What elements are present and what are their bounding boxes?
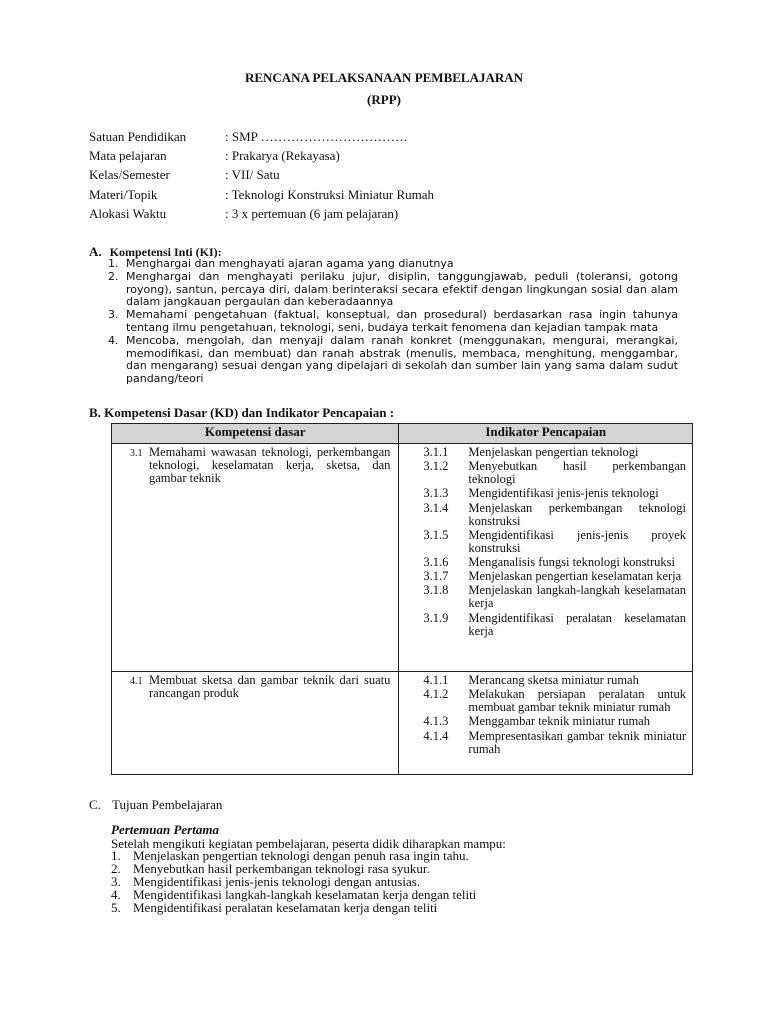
identity-label: Satuan Pendidikan: [89, 129, 187, 144]
section-b-heading: B. Kompetensi Dasar (KD) dan Indikator Pencapaian :: [89, 405, 395, 420]
indicator-number: 3.1.5: [423, 527, 449, 542]
indicator-item: [423, 570, 686, 583]
section-a-letter: A.: [89, 244, 102, 259]
kd-text: Membuat sketsa dan gambar teknik dari suatu rancangan produk: [149, 673, 391, 700]
indicator-cell: [399, 672, 693, 775]
identity-value: : 3 x pertemuan (6 jam pelajaran): [225, 206, 399, 221]
indicator-text: Merancang sketsa miniatur rumah: [468, 673, 639, 687]
indicator-text: Menyebutkan hasil perkembangan teknologi: [468, 459, 686, 487]
list-text: Memahami pengetahuan (faktual, konseptual, dan prosedural) berdasarkan rasa ingin tahunya tentang ilmu pengetahuan, teknologi, seni, budaya terkait fenomena dan kejadian tampak mata: [126, 308, 678, 334]
identity-value: : Teknologi Konstruksi Miniatur Rumah: [225, 187, 435, 202]
objectives-list: [111, 849, 476, 914]
column-header-indicator: Indikator Pencapaian: [399, 424, 693, 444]
list-item: [111, 901, 476, 914]
section-c-title: Tujuan Pembelajaran: [112, 797, 223, 812]
indicator-number: 3.1.4: [423, 500, 449, 515]
indicator-number: 4.1.2: [423, 687, 449, 702]
indicator-number: 3.1.6: [423, 554, 449, 569]
list-number: 1.: [108, 257, 119, 270]
indicator-number: 3.1.2: [423, 459, 449, 474]
indicator-text: Menjelaskan perkembangan teknologi konstruksi: [468, 500, 686, 528]
identity-value: : SMP …………………………….: [225, 129, 407, 144]
list-item: [108, 335, 678, 386]
list-text: Menghargai dan menghayati perilaku jujur, disiplin, tanggungjawab, peduli (toleransi, gotong royong), santun, percaya diri, dalam berinteraksi secara efektif dengan lingkungan sosial dan alam dalam jangkauan pergaulan dan keberadaannya: [126, 269, 678, 309]
list-text: Menjelaskan pengertian teknologi dengan penuh rasa ingin tahu.: [133, 848, 469, 863]
table-header-row: [112, 424, 693, 444]
indicator-text: Menggambar teknik miniatur rumah: [468, 714, 650, 729]
indicator-item: [423, 487, 686, 500]
kd-text: Memahami wawasan teknologi, perkembangan teknologi, keselamatan kerja, sketsa, dan gambar teknik: [149, 445, 391, 485]
indicator-number: 3.1.7: [423, 569, 449, 584]
list-text: Menghargai dan menghayati ajaran agama yang dianutnya: [126, 257, 454, 270]
list-item: [108, 271, 678, 309]
list-number: 2.: [111, 861, 121, 876]
section-a-title: Kompetensi Inti (KI):: [109, 245, 222, 259]
indicator-number: 4.1.1: [423, 673, 449, 687]
list-text: Mencoba, mengolah, dan menyaji dalam ranah konkret (menggunakan, mengurai, merangkai, memodifikasi, dan membuat) dan ranah abstrak (menulis, membaca, menghitung, menggambar, dan mengarang) sesuai dengan yang dipelajari di sekolah dan sumber lain yang sama dalam sudut pandang/teori: [126, 333, 678, 386]
table-row: [112, 672, 693, 775]
indicator-text: Mengidentifikasi jenis-jenis teknologi: [468, 486, 659, 501]
indicator-item: [423, 730, 686, 756]
list-number: 1.: [111, 848, 121, 863]
list-number: 3.: [108, 308, 119, 322]
indicator-item: [423, 674, 686, 687]
indicator-number: 3.1.1: [423, 445, 449, 459]
list-text: Mengidentifikasi jenis-jenis teknologi dengan antusias.: [133, 874, 421, 889]
identity-label: Mata pelajaran: [89, 148, 167, 163]
document-subtitle: (RPP): [367, 92, 401, 107]
identity-label: Alokasi Waktu: [89, 206, 167, 221]
kd-table: [111, 423, 693, 775]
indicator-number: 3.1.3: [423, 486, 449, 501]
indicator-number: 3.1.9: [423, 610, 449, 625]
indicator-item: [423, 446, 686, 459]
indicator-item: [423, 556, 686, 569]
indicator-text: Menjelaskan pengertian keselamatan kerja: [468, 569, 682, 584]
kd-number: 4.1: [130, 676, 143, 687]
indicator-number: 4.1.3: [423, 714, 449, 729]
meeting-title: Pertemuan Pertama: [111, 822, 219, 837]
identity-value: : Prakarya (Rekayasa): [225, 148, 340, 163]
indicator-text: Menjelaskan pengertian teknologi: [468, 445, 639, 459]
indicator-item: [423, 688, 686, 714]
list-number: 2.: [108, 269, 119, 283]
indicator-item: [423, 502, 686, 528]
document-title: RENCANA PELAKSANAAN PEMBELAJARAN: [244, 70, 524, 85]
column-header-kd: Kompetensi dasar: [112, 424, 399, 444]
indicator-item: [423, 584, 686, 610]
list-number: 5.: [111, 900, 121, 915]
objectives-intro: Setelah mengikuti kegiatan pembelajaran, peserta didik diharapkan mampu:: [111, 836, 506, 851]
ki-list: [108, 258, 678, 386]
indicator-text: Menganalisis fungsi teknologi konstruksi: [468, 554, 676, 569]
indicator-item: [423, 460, 686, 486]
indicator-text: Melakukan persiapan peralatan untuk membuat gambar teknik miniatur rumah: [468, 687, 686, 715]
list-text: Mengidentifikasi peralatan keselamatan kerja dengan teliti: [133, 900, 438, 915]
kd-cell: [112, 444, 399, 672]
indicator-text: Mengidentifikasi peralatan keselamatan kerja: [468, 610, 686, 638]
kd-cell: [112, 672, 399, 775]
indicator-item: [423, 529, 686, 555]
section-c-heading: [89, 797, 222, 813]
indicator-text: Menjelaskan langkah-langkah keselamatan kerja: [468, 583, 686, 611]
identity-label: Kelas/Semester: [89, 167, 170, 182]
list-number: 4.: [108, 333, 119, 347]
list-number: 4.: [111, 887, 121, 902]
list-item: [108, 309, 678, 335]
indicator-item: [423, 715, 686, 728]
identity-label: Materi/Topik: [89, 187, 158, 202]
list-text: Mengidentifikasi langkah-langkah keselamatan kerja dengan teliti: [133, 887, 477, 902]
list-text: Menyebutkan hasil perkembangan teknologi rasa syukur.: [133, 861, 430, 876]
list-number: 3.: [111, 874, 121, 889]
indicator-cell: [399, 444, 693, 672]
table-row: [112, 444, 693, 672]
indicator-item: [423, 612, 686, 638]
indicator-text: Mengidentifikasi jenis-jenis proyek konstruksi: [468, 527, 686, 555]
indicator-number: 4.1.4: [423, 728, 449, 743]
indicator-text: Mempresentasikan gambar teknik miniatur rumah: [468, 728, 686, 756]
identity-value: : VII/ Satu: [225, 167, 280, 182]
kd-number: 3.1: [130, 448, 143, 459]
indicator-number: 3.1.8: [423, 583, 449, 598]
section-c-letter: C.: [89, 797, 101, 812]
